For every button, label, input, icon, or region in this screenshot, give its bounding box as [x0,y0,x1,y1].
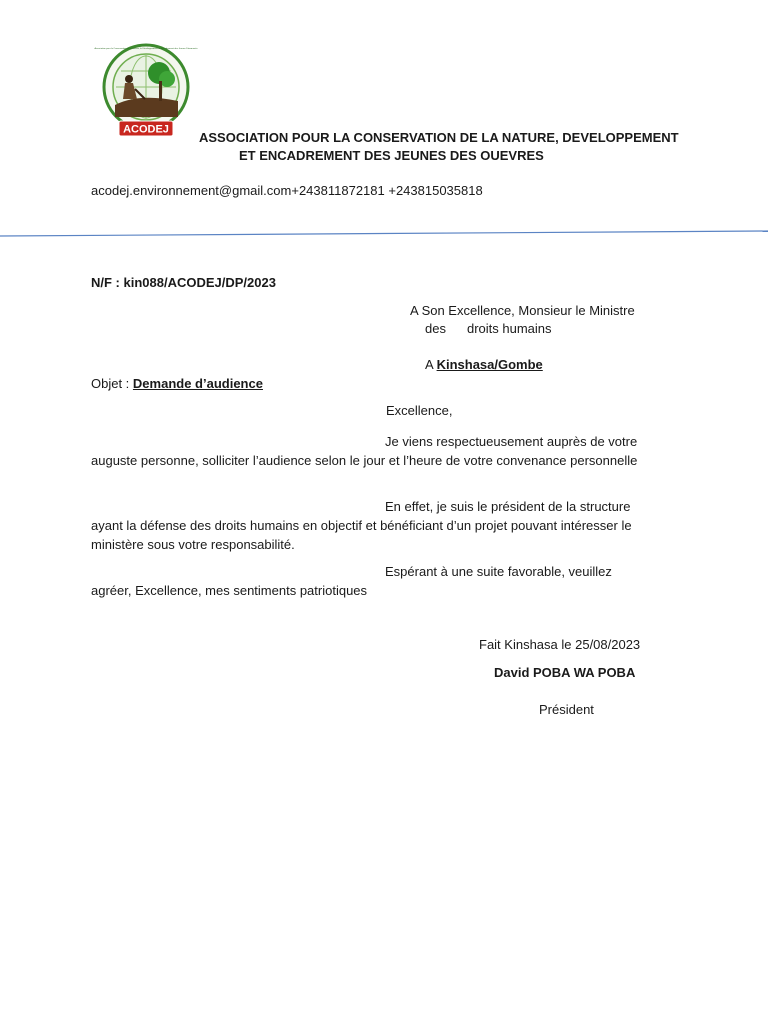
header-divider [0,228,768,238]
place-date: Fait Kinshasa le 25/08/2023 [479,637,641,652]
recipient-line2 [425,321,552,336]
location-name: Kinshasa/Gombe [436,357,543,372]
subject-text: Demande d’audience [132,376,263,391]
org-name-line1: ASSOCIATION POUR LA CONSERVATION DE LA NATURE, DEVELOPPEMENT [199,130,679,145]
subject-line [91,376,263,391]
para1-first: Je viens respectueusement auprès de votre [385,434,638,449]
para1-rest: auguste personne, solliciter l’audience selon le jour et l’heure de votre convenance personnelle [91,453,638,468]
body-paragraph-1 [91,432,681,470]
signatory-title: Président [539,702,594,717]
body-paragraph-2 [91,497,681,554]
recipient-location [425,357,543,372]
subject-prefix: Objet : [91,376,133,391]
para3-first: Espérant à une suite favorable, veuillez [385,564,612,579]
recipient-des: des [425,321,446,336]
org-name-line2: ET ENCADREMENT DES JEUNES DES OUEVRES [239,148,544,163]
location-prefix: A [425,357,437,372]
recipient-droits: droits humains [466,321,552,336]
logo-ring-text: Association pour la Conservation de la Nature, le Développement et Encadrement des Jeunes Désœuvrés [94,48,198,50]
contact-line: acodej.environnement@gmail.com+243811872181 +243815035818 [91,183,483,198]
para2-rest: ayant la défense des droits humains en objectif et bénéficiant d’un projet pouvant intéresser le ministère sous votre responsabilité. [91,518,632,552]
acodej-logo [93,43,200,143]
recipient-line1: A Son Excellence, Monsieur le Ministre [410,303,635,318]
logo-text: ACODEJ [123,123,169,136]
para3-rest: agréer, Excellence, mes sentiments patriotiques [91,583,368,598]
body-paragraph-3 [91,562,681,600]
para2-first: En effet, je suis le président de la structure [385,499,631,514]
signatory-name: David POBA WA POBA [494,665,636,680]
reference-number: N/F : kin088/ACODEJ/DP/2023 [91,275,276,290]
salutation: Excellence, [386,403,453,418]
